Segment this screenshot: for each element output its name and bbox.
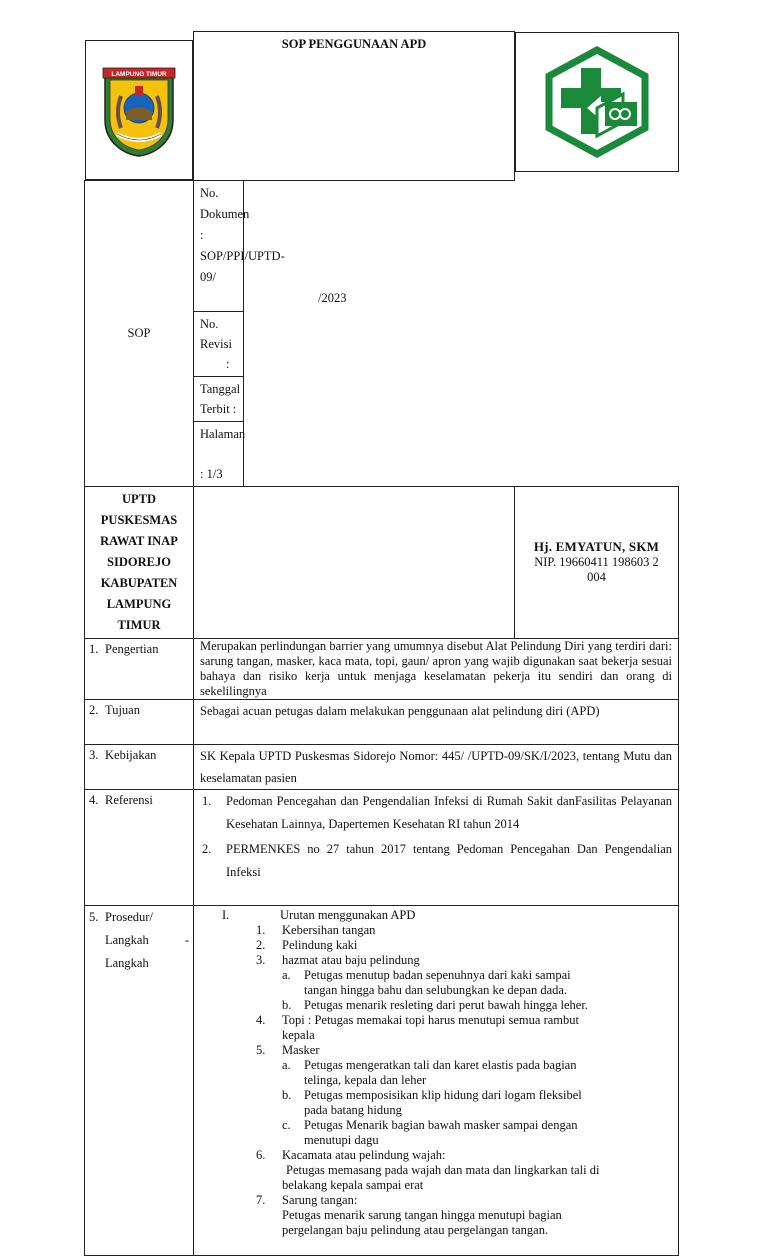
organization-cell <box>85 486 194 638</box>
list-item <box>200 953 672 968</box>
list-number: 5. <box>256 1042 266 1057</box>
header-table <box>84 31 679 639</box>
signatory-cell <box>515 486 679 638</box>
terbit-cell <box>194 376 244 421</box>
list-number: 1. <box>256 922 266 937</box>
halaman-label: Halaman <box>200 426 246 441</box>
list-item <box>200 923 672 938</box>
list-text: Petugas memposisikan klip hidung dari logam fleksibel <box>304 1087 582 1102</box>
list-number: 3. <box>256 952 266 967</box>
list-number: 1. <box>202 793 212 808</box>
list-text: PERMENKES no 27 tahun 2017 tentang Pedoman Pencegahan Dan Pengendalian Infeksi <box>226 841 672 879</box>
list-text: Petugas menarik sarung tangan hingga menutupi bagian <box>282 1207 562 1222</box>
list-number: 2. <box>256 937 266 952</box>
list-item <box>200 1193 672 1208</box>
referensi-label: Referensi <box>105 792 153 807</box>
list-text: Masker <box>282 1042 320 1057</box>
list-text: Pedoman Pencegahan dan Pengendalian Infeksi di Rumah Sakit danFasilitas Pelayanan Kesehatan Lainnya, Dapertemen Kesehatan RI tahun 2014 <box>226 793 672 831</box>
lampung-timur-emblem-icon <box>99 62 179 158</box>
signatory-nip: NIP. 19660411 198603 2 <box>534 555 659 569</box>
prosedur-label: Langkah <box>105 932 149 947</box>
pengertian-text: Merupakan perlindungan barrier yang umumnya disebut Alat Pelindung Diri yang terdiri dari: sarung tangan, masker, kaca mata, topi, gaun/ apron yang wajib digunakan saat bekerja sesuai bahaya dan risiko kerja untuk menjaga keselamatan pekerja itu sendiri dan orang di sekelilingnya <box>194 638 679 699</box>
section-number: 2. <box>89 702 99 717</box>
list-text: Topi : Petugas memakai topi harus menutupi semua rambut <box>282 1012 579 1027</box>
prosedur-steps <box>194 905 679 1255</box>
list-text: Urutan menggunakan APD <box>280 907 416 922</box>
prosedur-label: Langkah <box>105 955 149 970</box>
list-item <box>200 968 672 983</box>
list-text: Kacamata atau pelindung wajah: <box>282 1147 446 1162</box>
body-table <box>84 638 679 1256</box>
list-item <box>200 1043 672 1058</box>
org-line: RAWAT INAP <box>100 533 178 548</box>
org-line: UPTD <box>121 491 157 506</box>
revisi-cell <box>194 311 244 376</box>
list-number: a. <box>282 967 291 982</box>
referensi-label-cell <box>85 789 194 905</box>
list-item <box>200 1148 672 1163</box>
kebijakan-label: Kebijakan <box>105 747 157 762</box>
pengertian-label-cell <box>85 638 194 699</box>
document-title: SOP PENGGUNAAN APD <box>194 32 515 181</box>
list-item <box>200 908 672 923</box>
org-line: LAMPUNG <box>106 596 172 611</box>
list-text: menutupi dagu <box>304 1132 379 1147</box>
list-number: b. <box>282 997 292 1012</box>
list-text: Pelindung kaki <box>282 937 358 952</box>
section-number: 1. <box>89 641 99 656</box>
section-number: 3. <box>89 747 99 762</box>
list-item <box>200 938 672 953</box>
doc-number-cell <box>194 180 347 311</box>
logo-cell-left <box>85 40 194 180</box>
list-text: telinga, kepala dan leher <box>304 1072 427 1087</box>
list-number: 7. <box>256 1192 266 1207</box>
section-number: 4. <box>89 792 99 807</box>
pengertian-label: Pengertian <box>105 641 159 656</box>
section-number: 5. <box>89 909 99 924</box>
list-text: Petugas mengeratkan tali dan karet elastis pada bagian <box>304 1057 577 1072</box>
kebijakan-text: SK Kepala UPTD Puskesmas Sidorejo Nomor: 445/ /UPTD-09/SK/I/2023, tentang Mutu dan keselamatan pasien <box>194 744 679 789</box>
org-line: KABUPATEN <box>100 575 178 590</box>
org-line: SIDOREJO <box>107 554 171 569</box>
list-text: belakang kepala sampai erat <box>282 1177 424 1192</box>
list-item <box>200 1118 672 1133</box>
prosedur-label: - <box>184 932 189 947</box>
org-line: PUSKESMAS <box>100 512 178 527</box>
list-item <box>200 998 672 1013</box>
list-number: a. <box>282 1057 291 1072</box>
doc-number-cont: /2023 <box>318 290 347 305</box>
list-number: I. <box>222 907 230 922</box>
list-text: Petugas menarik resleting dari perut bawah hingga leher. <box>304 997 588 1012</box>
list-number: 2. <box>202 841 212 856</box>
list-text: Petugas menutup badan sepenuhnya dari kaki sampai <box>304 967 571 982</box>
org-line: TIMUR <box>117 617 161 632</box>
list-text: tangan hingga bahu dan selubungkan ke depan dada. <box>304 982 568 997</box>
list-item <box>200 1058 672 1073</box>
referensi-list <box>194 789 679 905</box>
tujuan-text: Sebagai acuan petugas dalam melakukan penggunaan alat pelindung diri (APD) <box>194 699 679 744</box>
list-number: 4. <box>256 1012 266 1027</box>
signatory-nip-cont: 004 <box>587 570 606 584</box>
emblem-banner-text: LAMPUNG TIMUR <box>111 70 167 78</box>
list-number: c. <box>282 1117 291 1132</box>
list-text: pada batang hidung <box>304 1102 402 1117</box>
list-text: Petugas memasang pada wajah dan mata dan lingkarkan tali di <box>286 1162 600 1177</box>
sop-label: SOP <box>85 180 194 486</box>
revisi-label: No. Revisi <box>200 316 232 351</box>
tujuan-label-cell <box>85 699 194 744</box>
list-text: pergelangan baju pelindung atau pergelangan tangan. <box>282 1222 549 1237</box>
list-text: Kebersihan tangan <box>282 922 376 937</box>
list-item <box>200 1088 672 1103</box>
terbit-label: Tanggal Terbit : <box>200 381 241 416</box>
signatory-name: Hj. EMYATUN, SKM <box>533 539 660 554</box>
sop-document <box>84 31 678 1237</box>
prosedur-label: Prosedur/ <box>105 909 153 924</box>
blank-cell <box>194 486 515 638</box>
tujuan-label: Tujuan <box>105 702 140 717</box>
list-number: b. <box>282 1087 292 1102</box>
list-text: kepala <box>282 1027 315 1042</box>
list-item <box>200 1013 672 1028</box>
list-item <box>200 790 672 836</box>
list-text: hazmat atau baju pelindung <box>282 952 420 967</box>
list-item <box>200 838 672 884</box>
revisi-sep: : <box>226 356 230 371</box>
list-number: 6. <box>256 1147 266 1162</box>
puskesmas-logo-icon <box>541 46 653 158</box>
logo-cell-right <box>515 32 679 172</box>
halaman-cell <box>194 421 244 486</box>
doc-number: No. Dokumen : SOP/PPI/UPTD-09/ <box>200 185 285 284</box>
list-text: Petugas Menarik bagian bawah masker sampai dengan <box>304 1117 578 1132</box>
halaman-value: : 1/3 <box>200 466 223 481</box>
prosedur-label-cell <box>85 905 194 1255</box>
kebijakan-label-cell <box>85 744 194 789</box>
list-text: Sarung tangan: <box>282 1192 358 1207</box>
